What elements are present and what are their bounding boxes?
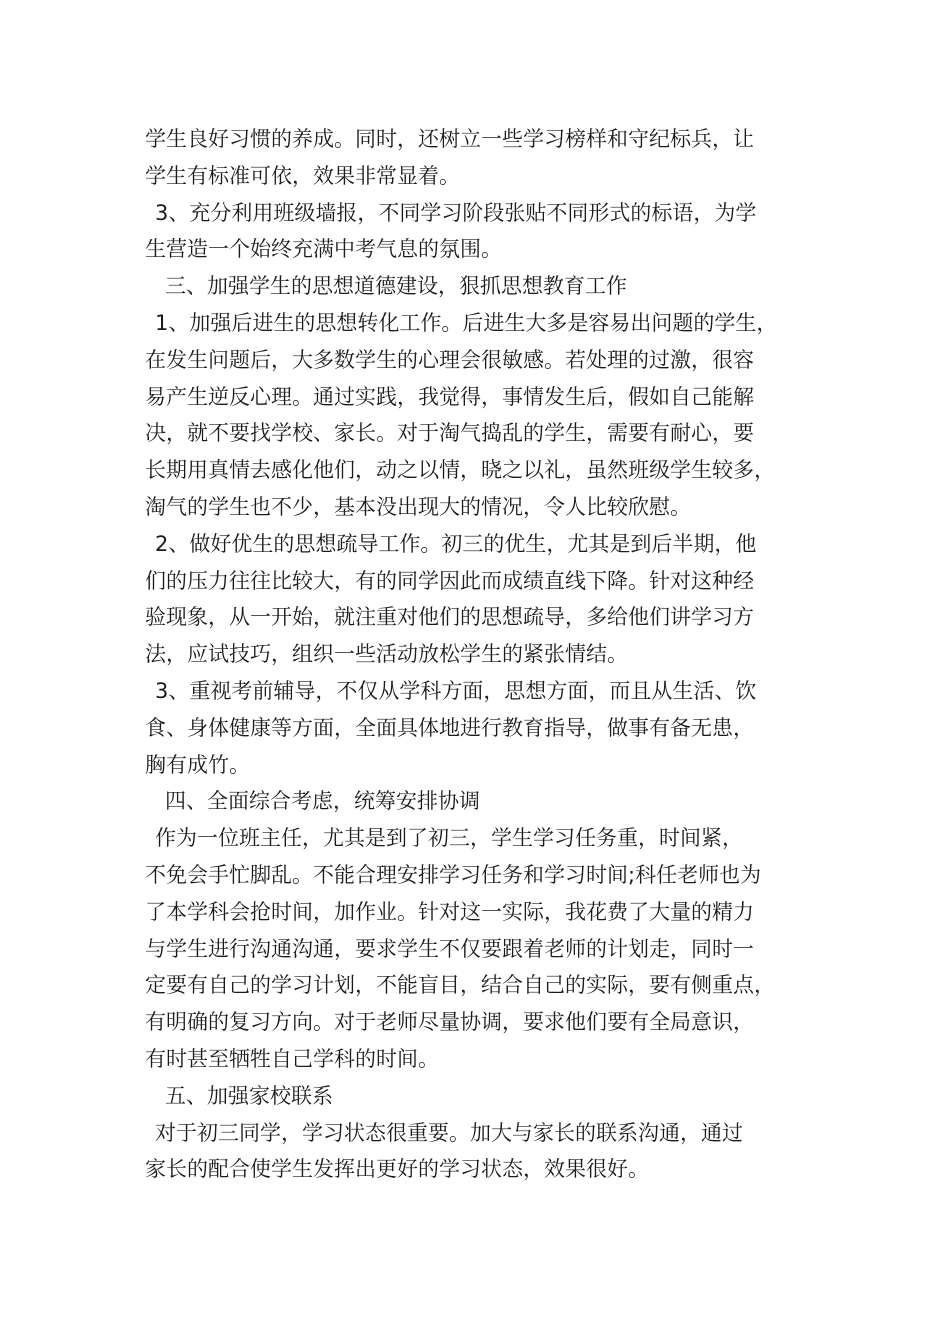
text-line: 验现象，从一开始，就注重对他们的思想疏导，多给他们讲学习方 bbox=[145, 605, 754, 630]
text-line: 有明确的复习方向。对于老师尽量协调，要求他们要有全局意识， bbox=[145, 1010, 754, 1035]
text-line: 有时甚至牺牲自己学科的时间。 bbox=[145, 1046, 439, 1071]
text-line: 学生有标准可依，效果非常显着。 bbox=[145, 163, 460, 188]
section-heading: 四、全面综合考虑，统筹安排协调 bbox=[165, 789, 480, 814]
text-line: 学生良好习惯的养成。同时，还树立一些学习榜样和守纪标兵，让 bbox=[145, 127, 754, 151]
text-line: 作为一位班主任，尤其是到了初三，学生学习任务重，时间紧， bbox=[155, 826, 743, 851]
text-line: 决，就不要找学校、家长。对于淘气捣乱的学生，需要有耐心，要 bbox=[145, 421, 754, 446]
text-line: 长期用真情去感化他们，动之以情，晓之以礼，虽然班级学生较多， bbox=[145, 458, 775, 483]
text-line: 淘气的学生也不少，基本没出现大的情况，令人比较欣慰。 bbox=[145, 494, 691, 519]
text-line: 易产生逆反心理。通过实践，我觉得，事情发生后，假如自己能解 bbox=[145, 384, 754, 409]
text-line: 了本学科会抢时间，加作业。针对这一实际，我花费了大量的精力 bbox=[145, 899, 754, 924]
text-line: 家长的配合使学生发挥出更好的学习状态，效果很好。 bbox=[145, 1157, 649, 1182]
text-line: 生营造一个始终充满中考气息的氛围。 bbox=[145, 237, 502, 262]
text-line: 2、做好优生的思想疏导工作。初三的优生，尤其是到后半期，他 bbox=[155, 531, 757, 556]
text-line: 3、重视考前辅导，不仅从学科方面，思想方面，而且从生活、饮 bbox=[155, 678, 757, 703]
section-heading: 三、加强学生的思想道德建设，狠抓思想教育工作 bbox=[165, 274, 627, 299]
text-line: 3、充分利用班级墙报，不同学习阶段张贴不同形式的标语，为学 bbox=[155, 200, 757, 225]
text-line: 定要有自己的学习计划，不能盲目，结合自己的实际，要有侧重点， bbox=[145, 973, 775, 998]
text-line: 与学生进行沟通沟通，要求学生不仅要跟着老师的计划走，同时一 bbox=[145, 936, 754, 961]
text-line: 对于初三同学，学习状态很重要。加大与家长的联系沟通，通过 bbox=[155, 1120, 743, 1145]
document-body bbox=[145, 121, 815, 1188]
text-line: 食、身体健康等方面，全面具体地进行教育指导，做事有备无患， bbox=[145, 715, 754, 740]
section-heading: 五、加强家校联系 bbox=[165, 1083, 333, 1108]
text-line: 胸有成竹。 bbox=[145, 752, 250, 777]
text-line: 们的压力往往比较大，有的同学因此而成绩直线下降。针对这种经 bbox=[145, 568, 754, 593]
text-line: 1、加强后进生的思想转化工作。后进生大多是容易出问题的学生， bbox=[155, 310, 778, 335]
text-line: 在发生问题后，大多数学生的心理会很敏感。若处理的过激，很容 bbox=[145, 347, 754, 372]
text-line: 不免会手忙脚乱。不能合理安排学习任务和学习时间;科任老师也为 bbox=[145, 862, 762, 887]
text-line: 法，应试技巧，组织一些活动放松学生的紧张情结。 bbox=[145, 642, 628, 667]
